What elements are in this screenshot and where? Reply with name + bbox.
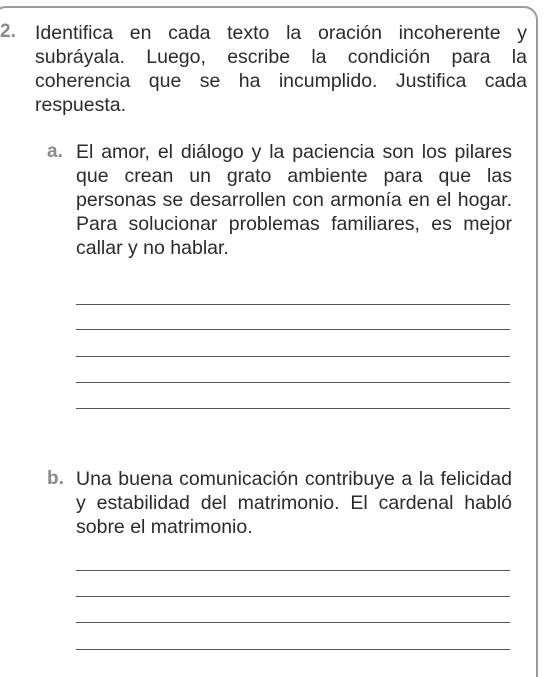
answer-line-a-3[interactable] xyxy=(76,356,510,357)
question-instructions: Identifica en cada texto la oración incoherente y subráyala. Luego, escribe la condición para la coherencia que se ha incumplido. Justifica cada respuesta. xyxy=(35,22,527,116)
answer-line-a-5[interactable] xyxy=(76,408,510,409)
question-number: 2. xyxy=(0,21,16,42)
item-b-letter: b. xyxy=(47,468,64,489)
item-a-letter: a. xyxy=(47,141,63,162)
answer-line-a-1[interactable] xyxy=(76,304,510,305)
answer-line-b-3[interactable] xyxy=(76,622,510,623)
answer-line-a-2[interactable] xyxy=(76,329,510,330)
answer-line-b-4[interactable] xyxy=(76,649,510,650)
item-b-text: Una buena comunicación contribuye a la felicidad y estabilidad del matrimonio. El cardenal habló sobre el matrimonio. xyxy=(76,468,512,538)
item-a-text: El amor, el diálogo y la paciencia son los pilares que crean un grato ambiente para que las personas se desarrollen con armonía en el hogar. Para solucionar problemas familiares, es mejor callar y no hablar. xyxy=(76,141,512,259)
answer-line-a-4[interactable] xyxy=(76,382,510,383)
answer-line-b-2[interactable] xyxy=(76,596,510,597)
answer-line-b-1[interactable] xyxy=(76,570,510,571)
